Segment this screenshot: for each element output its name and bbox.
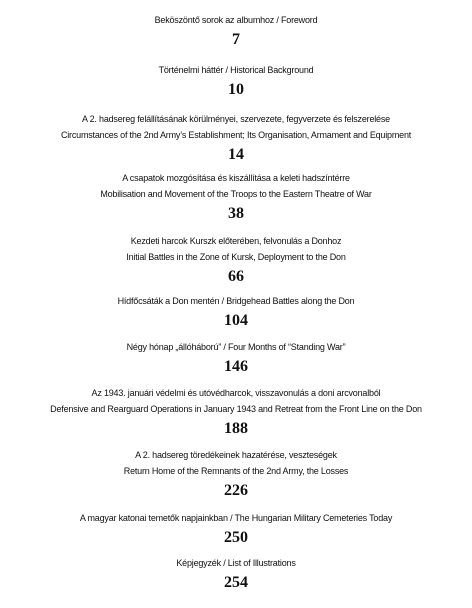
toc-entry-page-number: 14 [228,146,244,163]
toc-entry-title: Négy hónap „állóháború” / Four Months of “Standing War” [126,342,346,352]
toc-entry-page-number: 10 [228,81,244,98]
toc-entry-title-english: Circumstances of the 2nd Army’s Establishment; Its Organisation, Armament and Equipment [60,130,412,140]
toc-entry-page-number: 104 [224,312,248,329]
toc-entry-military-cemeteries [0,510,472,547]
toc-entry-title-english: Initial Battles in the Zone of Kursk, Deployment to the Don [126,252,346,262]
toc-entry-page-number: 254 [224,574,248,591]
toc-entry-title-hungarian: Kezdeti harcok Kurszk előterében, felvonulás a Donhoz [130,236,342,246]
toc-entry-bridgehead-battles [0,293,472,330]
toc-entry-page-number: 38 [228,205,244,222]
toc-entry-title-english: Defensive and Rearguard Operations in January 1943 and Retreat from the Front Line on the Don [50,404,422,414]
toc-entry-title-hungarian: A 2. hadsereg töredékeinek hazatérése, veszteségek [135,450,337,460]
toc-entry-title: Hídfőcsáták a Don mentén / Bridgehead Battles along the Don [117,296,355,306]
toc-entry-title: A magyar katonai temetők napjainkban / The Hungarian Military Cemeteries Today [79,513,393,523]
toc-entry-title-hungarian: A 2. hadsereg felállításának körülményei, szervezete, fegyverzete és felszerelése [82,114,390,124]
toc-entry-page-number: 146 [224,358,248,375]
toc-entry-title: Képjegyzék / List of Illustrations [176,558,296,568]
toc-entry-page-number: 226 [224,482,248,499]
toc-entry-title-english: Mobilisation and Movement of the Troops to the Eastern Theatre of War [100,189,372,199]
toc-entry-title-english: Return Home of the Remnants of the 2nd Army, the Losses [123,466,349,476]
toc-entry-rearguard-operations [0,385,472,438]
toc-entry-title-hungarian: A csapatok mozgósítása és kiszállítása a keleti hadszíntérre [122,173,350,183]
toc-entry-title-hungarian: Az 1943. januári védelmi és utóvédharcok, visszavonulás a doni arcvonalból [91,388,381,398]
toc-entry-foreword [0,12,472,49]
toc-entry-title: Beköszöntő sorok az albumhoz / Foreword [154,15,318,25]
toc-entry-page-number: 7 [232,31,240,48]
toc-entry-page-number: 66 [228,268,244,285]
toc-entry-title: Történelmi háttér / Historical Background [158,65,314,75]
toc-entry-standing-war [0,339,472,376]
toc-entry-army-establishment [0,111,472,164]
toc-entry-list-of-illustrations [0,555,472,592]
toc-entry-mobilisation [0,170,472,223]
toc-entry-historical-background [0,62,472,99]
toc-entry-page-number: 250 [224,529,248,546]
toc-entry-return-home [0,447,472,500]
toc-entry-initial-battles [0,233,472,286]
toc-entry-page-number: 188 [224,420,248,437]
